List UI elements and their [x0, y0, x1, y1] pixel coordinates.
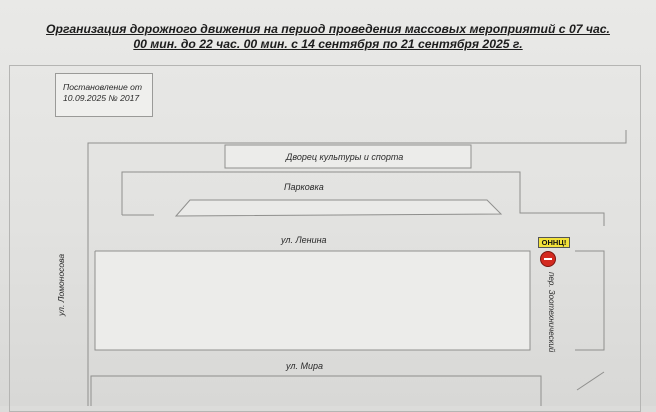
road-sign-plate: ОННЦ!	[538, 237, 570, 248]
central-block	[95, 251, 530, 350]
map-title: Организация дорожного движения на период проведения массовых мероприятий с 07 час. 00 мин. до 22 час. 00 мин. с 14 сентября по 21 сентября 2025 г.	[46, 22, 610, 51]
parking-lot	[176, 200, 501, 216]
parking-outline	[122, 172, 604, 226]
palace-label: Дворец культуры и спорта	[286, 152, 404, 162]
lomonosova-street-label: ул. Ломоносова	[56, 253, 66, 316]
decree-line-1: Постановление от	[63, 82, 143, 92]
mira-street-label: ул. Мира	[286, 361, 323, 371]
decree-line-2: 10.09.2025 № 2017	[63, 93, 140, 103]
right-block	[575, 251, 604, 350]
lenina-street-label: ул. Ленина	[281, 235, 327, 245]
parking-label: Парковка	[284, 182, 324, 192]
no-entry-sign-icon	[540, 251, 556, 267]
lower-block	[91, 376, 541, 406]
lower-right-curb	[577, 372, 604, 390]
zootech-lane-label: пер. Зоотехнический	[547, 272, 556, 353]
